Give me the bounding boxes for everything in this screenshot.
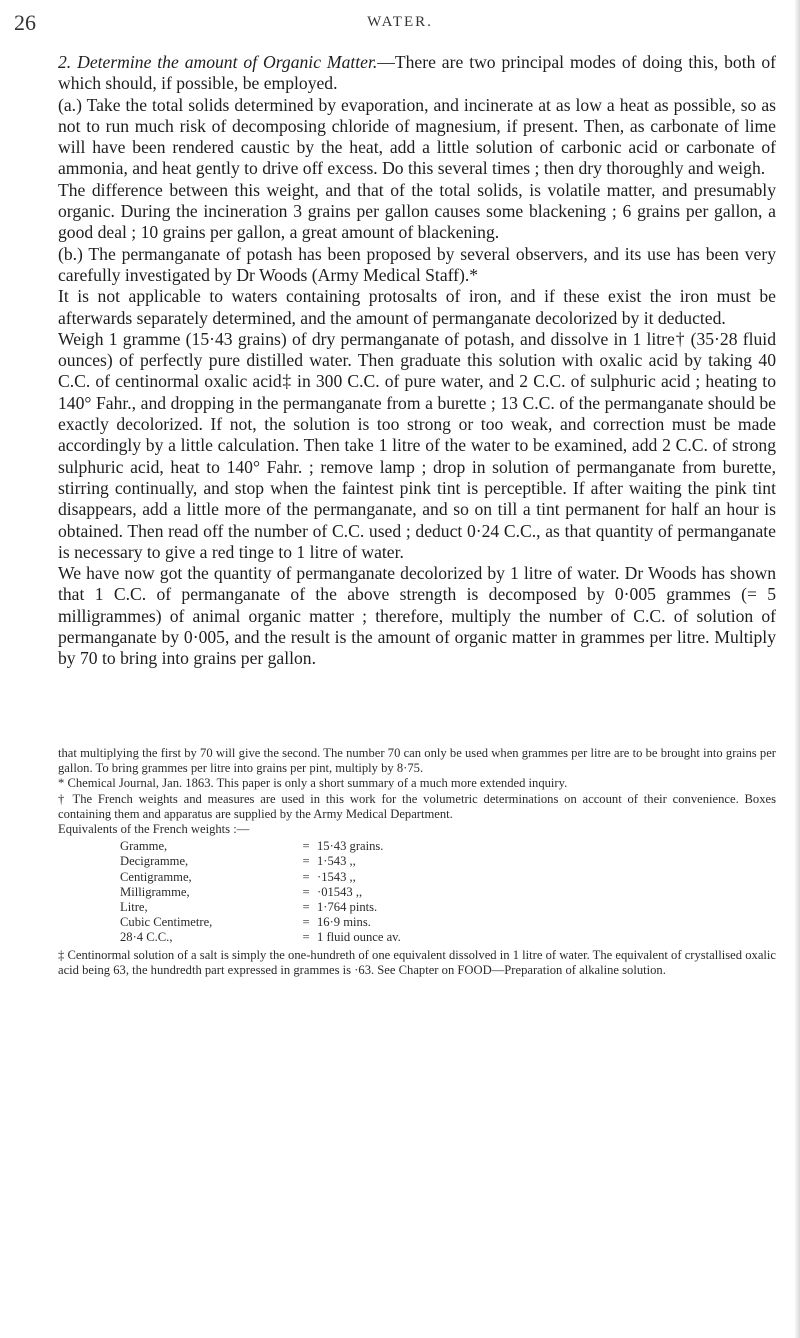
equivalent-value: 1·543 ,, [317,854,356,869]
footnote-2: † The French weights and measures are used in this work for the volumetric determinations on account of their convenience. Boxes containing them and apparatus are supplied by the Army Medical Department. [58,791,776,821]
paragraph: Weigh 1 gramme (15·43 grains) of dry permanganate of potash, and dissolve in 1 litre† (35·28 fluid ounces) of perfectly pure distilled water. Then graduate this solution with oxalic acid by taking 40 C.C. of centinormal oxalic acid‡ in 300 C.C. of pure water, and 2 C.C. of sulphuric acid ; heating to 140° Fahr., and dropping in the permanganate from a burette ; 13 C.C. of the permanganate should be exactly decolorized. If not, the solution is too strong or too weak, and correction must be made accordingly by a little calculation. Then take 1 litre of the water to be examined, add 2 C.C. of strong sulphuric acid, heat to 140° Fahr. ; remove lamp ; drop in solution of permanganate from burette, stirring continually, and stop when the faintest pink tint is perceptible. If after waiting the pink tint disappears, add a little more of the permanganate, and so on till a tint permanent for half an hour is obtained. Then read off the number of C.C. used ; deduct 0·24 C.C., as that quantity of permanganate is necessary to give a red tinge to 1 litre of water. [58,328,776,562]
page-number: 26 [14,10,36,35]
equivalent-name: Cubic Centimetre, [120,915,213,930]
paragraph: It is not applicable to waters containing protosalts of iron, and if these exist the iron must be afterwards separately determined, and the amount of permanganate decolorized by it deducted. [58,286,776,328]
equals-sign: = [302,915,310,930]
equivalent-name: 28·4 C.C., [120,930,173,945]
equals-sign: = [302,869,310,884]
footnote-1: * Chemical Journal, Jan. 1863. This paper is only a short summary of a much more extended inquiry. [58,776,568,791]
equals-sign: = [302,930,310,945]
equivalent-value: 15·43 grains. [317,839,384,854]
equivalent-value: 16·9 mins. [317,915,371,930]
footnote-3: ‡ Centinormal solution of a salt is simply the one-hundreth of one equivalent dissolved in 1 litre of water. The equivalent of crystallised oxalic acid being 63, the hundredth part expressed in grammes is ·63. See Chapter on FOOD—Preparation of alkaline solution. [58,947,776,977]
equals-sign: = [302,854,310,869]
equivalent-name: Decigramme, [120,854,189,869]
equivalent-name: Litre, [120,900,148,915]
paragraph [58,52,776,95]
main-text [58,52,776,670]
equals-sign: = [302,900,310,915]
equivalent-value: 1 fluid ounce av. [317,930,401,945]
equivalent-row [120,930,401,945]
equivalent-row [120,854,401,869]
equivalent-name: Milligramme, [120,884,190,899]
paragraph: (a.) Take the total solids determined by evaporation, and incinerate at as low a heat as possible, so as not to run much risk of decomposing chloride of magnesium, if present. Then, as carbonate of lime will have been rendered caustic by the heat, add a little solution of carbonic acid or carbonate of ammonia, and heat gently to drive off excess. Do this several times ; then dry thoroughly and weigh. [58,94,776,179]
equals-sign: = [302,839,310,854]
running-head: WATER. [367,14,433,30]
page-edge-shadow [794,0,800,1338]
equivalent-row [120,839,401,854]
equivalent-value: ·01543 ,, [317,884,363,899]
equals-sign: = [302,884,310,899]
equivalent-value: ·1543 ,, [317,869,356,884]
equivalents-heading: Equivalents of the French weights :— [58,822,250,837]
footnotes [58,746,776,978]
page-header [14,10,786,40]
equivalent-row [120,900,401,915]
paragraph-text: —There are two principal modes of doing this, both of which should, if possible, be employed. [58,52,776,94]
equivalent-name: Gramme, [120,839,168,854]
section-heading: 2. Determine the amount of Organic Matter. [58,52,378,72]
equivalent-row [120,885,401,900]
paragraph: We have now got the quantity of permanganate decolorized by 1 litre of water. Dr Woods has shown that 1 C.C. of permanganate of the above strength is decomposed by 0·005 grammes (= 5 milligrammes) of animal organic matter ; therefore, multiply the number of C.C. of solution of permanganate by 0·005, and the result is the amount of organic matter in grammes per litre. Multiply by 70 to bring into grains per gallon. [58,563,776,669]
footnote-continuation: that multiplying the first by 70 will give the second. The number 70 can only be used when grammes per litre are to be brought into grains per gallon. To bring grammes per litre into grains per pint, multiply by 8·75. [58,746,776,776]
paragraph: The difference between this weight, and that of the total solids, is volatile matter, and presumably organic. During the incineration 3 grains per gallon causes some blackening ; 6 grains per gallon, a good deal ; 10 grains per gallon, a great amount of blackening. [58,179,776,243]
paragraph: (b.) The permanganate of potash has been proposed by several observers, and its use has been very carefully investigated by Dr Woods (Army Medical Staff).* [58,243,776,285]
equivalent-row [120,915,401,930]
equivalent-name: Centigramme, [120,869,192,884]
equivalent-row [120,870,401,885]
equivalents-table [120,839,401,945]
equivalent-value: 1·764 pints. [317,900,378,915]
